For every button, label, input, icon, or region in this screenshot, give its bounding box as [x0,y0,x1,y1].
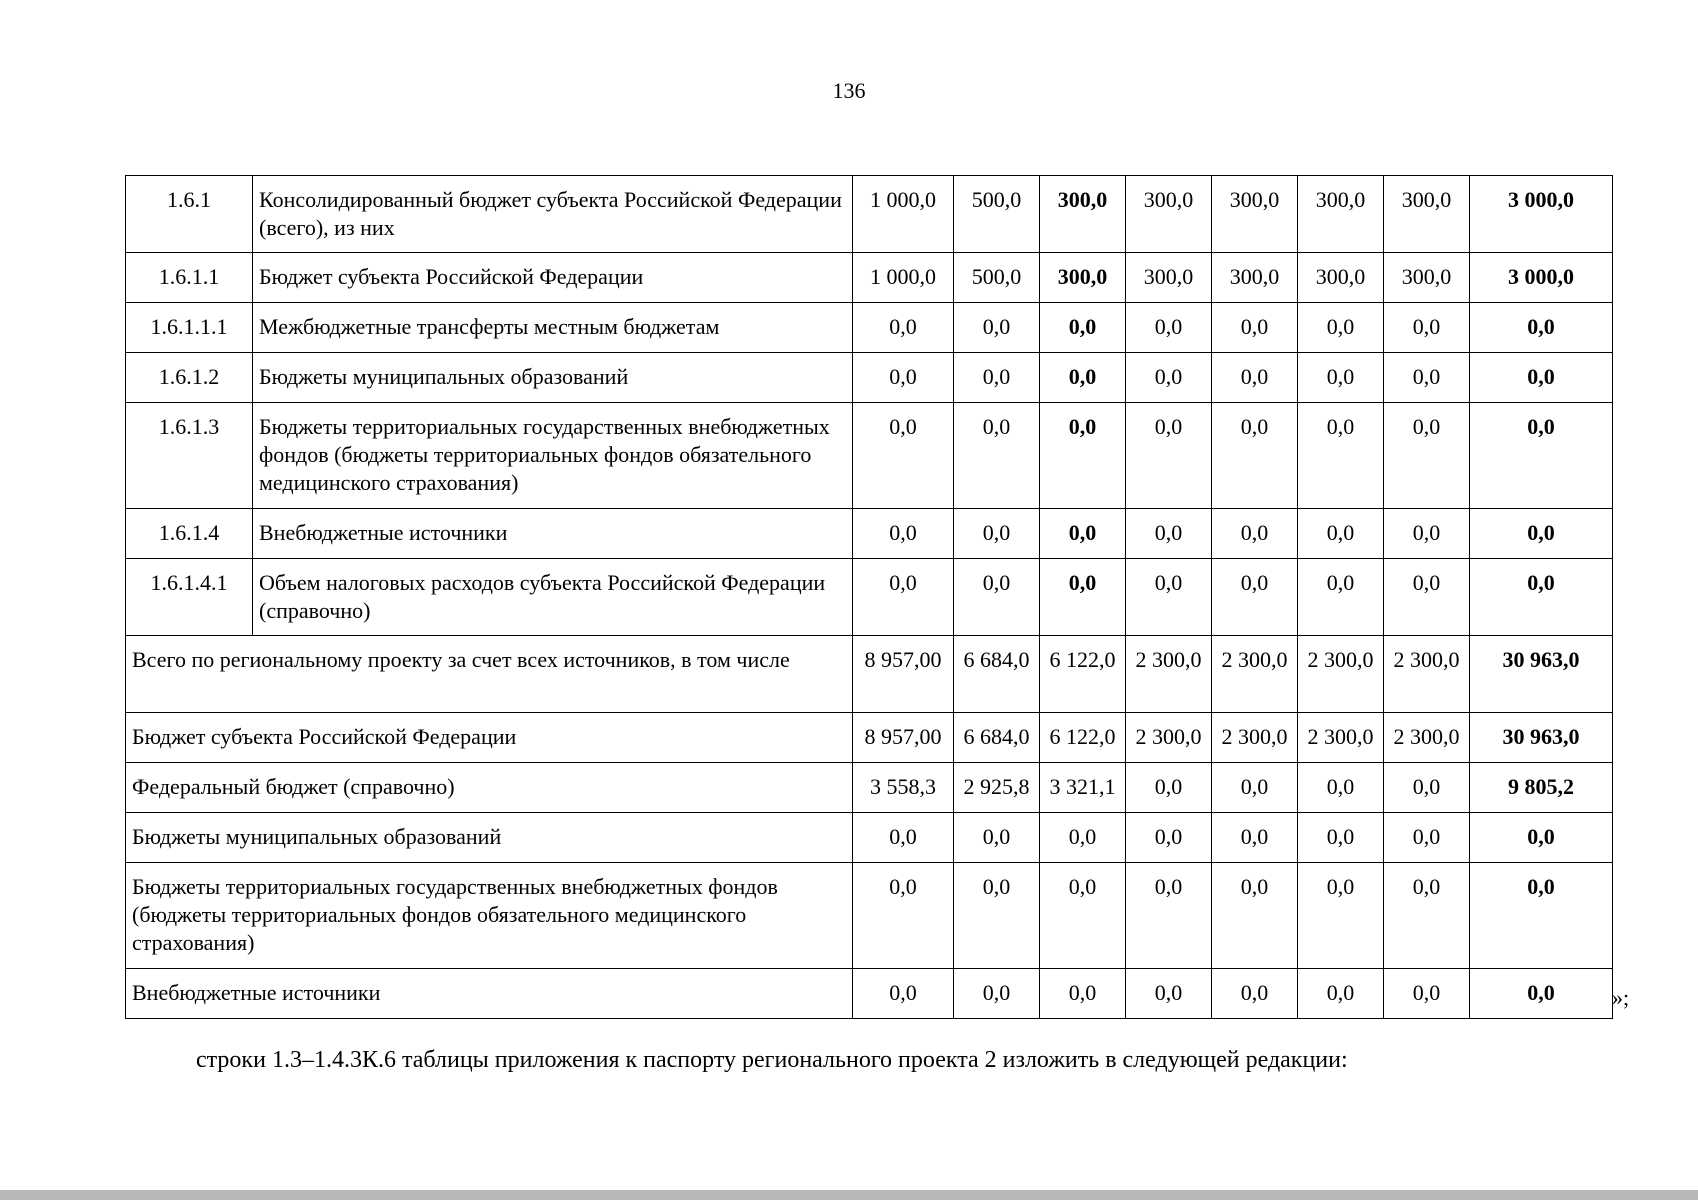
value-cell: 0,0 [853,353,954,403]
row-name: Всего по региональному проекту за счет всех источников, в том числе [126,636,853,713]
value-cell: 3 321,1 [1040,763,1126,813]
value-cell: 0,0 [853,403,954,509]
table-row [126,303,1613,353]
value-cell: 0,0 [1126,969,1212,1019]
table-row [126,253,1613,303]
value-cell: 0,0 [1212,353,1298,403]
row-name: Консолидированный бюджет субъекта Российской Федерации (всего), из них [253,176,853,253]
value-cell: 2 300,0 [1384,713,1470,763]
row-code: 1.6.1.3 [126,403,253,509]
value-cell: 2 300,0 [1212,713,1298,763]
value-cell: 0,0 [954,303,1040,353]
value-cell: 0,0 [954,969,1040,1019]
total-cell: 0,0 [1470,403,1613,509]
value-cell: 0,0 [1384,763,1470,813]
value-cell: 300,0 [1126,253,1212,303]
value-cell: 6 684,0 [954,713,1040,763]
row-name: Федеральный бюджет (справочно) [126,763,853,813]
table-row [126,559,1613,636]
value-cell: 0,0 [1040,509,1126,559]
total-cell: 0,0 [1470,813,1613,863]
value-cell: 0,0 [1126,403,1212,509]
value-cell: 0,0 [954,559,1040,636]
value-cell: 0,0 [954,509,1040,559]
value-cell: 0,0 [1384,509,1470,559]
row-name: Бюджеты муниципальных образований [253,353,853,403]
value-cell: 2 300,0 [1384,636,1470,713]
row-name: Внебюджетные источники [126,969,853,1019]
value-cell: 0,0 [853,303,954,353]
row-code: 1.6.1 [126,176,253,253]
value-cell: 0,0 [1126,509,1212,559]
value-cell: 0,0 [1298,403,1384,509]
value-cell: 0,0 [954,863,1040,969]
value-cell: 1 000,0 [853,253,954,303]
row-name: Бюджеты территориальных государственных внебюджетных фондов (бюджеты территориальных фондов обязательного медицинского страхования) [126,863,853,969]
row-name: Бюджет субъекта Российской Федерации [126,713,853,763]
table-row [126,763,1613,813]
value-cell: 0,0 [1298,509,1384,559]
value-cell: 0,0 [954,813,1040,863]
row-code: 1.6.1.2 [126,353,253,403]
value-cell: 8 957,00 [853,636,954,713]
value-cell: 0,0 [1040,813,1126,863]
value-cell: 2 300,0 [1212,636,1298,713]
value-cell: 0,0 [954,353,1040,403]
row-code: 1.6.1.1.1 [126,303,253,353]
value-cell: 0,0 [1384,863,1470,969]
value-cell: 6 122,0 [1040,713,1126,763]
value-cell: 300,0 [1040,176,1126,253]
value-cell: 1 000,0 [853,176,954,253]
row-name: Бюджеты территориальных государственных внебюджетных фондов (бюджеты территориальных фондов обязательного медицинского страхования) [253,403,853,509]
table-row [126,403,1613,509]
value-cell: 0,0 [1384,403,1470,509]
value-cell: 0,0 [1212,969,1298,1019]
table-row [126,509,1613,559]
table-row [126,863,1613,969]
value-cell: 0,0 [1126,763,1212,813]
value-cell: 500,0 [954,176,1040,253]
value-cell: 8 957,00 [853,713,954,763]
value-cell: 0,0 [1126,303,1212,353]
table-row [126,636,1613,713]
value-cell: 0,0 [1040,863,1126,969]
value-cell: 2 300,0 [1298,713,1384,763]
total-cell: 30 963,0 [1470,636,1613,713]
total-cell: 30 963,0 [1470,713,1613,763]
row-code: 1.6.1.1 [126,253,253,303]
row-code: 1.6.1.4.1 [126,559,253,636]
value-cell: 0,0 [1212,509,1298,559]
value-cell: 0,0 [1298,813,1384,863]
row-name: Объем налоговых расходов субъекта Российской Федерации (справочно) [253,559,853,636]
value-cell: 0,0 [1040,403,1126,509]
value-cell: 0,0 [853,559,954,636]
total-cell: 3 000,0 [1470,176,1613,253]
page-number: 136 [832,78,866,103]
row-name: Бюджеты муниципальных образований [126,813,853,863]
value-cell: 0,0 [1126,863,1212,969]
total-cell: 0,0 [1470,559,1613,636]
total-cell: 0,0 [1470,969,1613,1019]
table-body [126,176,1613,1019]
total-cell: 0,0 [1470,863,1613,969]
value-cell: 300,0 [1384,176,1470,253]
value-cell: 0,0 [1040,353,1126,403]
value-cell: 300,0 [1212,253,1298,303]
row-name: Бюджет субъекта Российской Федерации [253,253,853,303]
value-cell: 0,0 [1212,863,1298,969]
value-cell: 0,0 [1212,813,1298,863]
value-cell: 0,0 [853,509,954,559]
value-cell: 3 558,3 [853,763,954,813]
value-cell: 0,0 [1384,813,1470,863]
value-cell: 0,0 [1040,969,1126,1019]
row-code: 1.6.1.4 [126,509,253,559]
value-cell: 0,0 [1126,559,1212,636]
value-cell: 6 684,0 [954,636,1040,713]
total-cell: 3 000,0 [1470,253,1613,303]
page-bottom-edge [0,1190,1698,1200]
value-cell: 0,0 [853,813,954,863]
value-cell: 500,0 [954,253,1040,303]
value-cell: 0,0 [1298,969,1384,1019]
value-cell: 0,0 [1212,763,1298,813]
closing-quote: »; [1612,985,1630,1010]
value-cell: 0,0 [1126,813,1212,863]
value-cell: 300,0 [1298,176,1384,253]
value-cell: 0,0 [853,863,954,969]
value-cell: 300,0 [1384,253,1470,303]
value-cell: 0,0 [1298,353,1384,403]
row-name: Межбюджетные трансферты местным бюджетам [253,303,853,353]
value-cell: 0,0 [1298,303,1384,353]
value-cell: 0,0 [1384,969,1470,1019]
value-cell: 2 300,0 [1126,713,1212,763]
value-cell: 0,0 [1212,403,1298,509]
table-row [126,713,1613,763]
value-cell: 0,0 [1298,863,1384,969]
table-row [126,969,1613,1019]
instruction-text: строки 1.3–1.4.3К.6 таблицы приложения к паспорту регионального проекта 2 изложить в следующей редакции: [196,1047,1348,1073]
total-cell: 0,0 [1470,509,1613,559]
value-cell: 0,0 [1298,763,1384,813]
value-cell: 0,0 [853,969,954,1019]
value-cell: 0,0 [1298,559,1384,636]
table-row [126,353,1613,403]
total-cell: 0,0 [1470,303,1613,353]
value-cell: 300,0 [1040,253,1126,303]
value-cell: 0,0 [1384,303,1470,353]
value-cell: 0,0 [1040,559,1126,636]
value-cell: 300,0 [1298,253,1384,303]
row-name: Внебюджетные источники [253,509,853,559]
value-cell: 0,0 [1384,559,1470,636]
value-cell: 300,0 [1126,176,1212,253]
value-cell: 0,0 [954,403,1040,509]
total-cell: 9 805,2 [1470,763,1613,813]
value-cell: 6 122,0 [1040,636,1126,713]
table-row [126,176,1613,253]
value-cell: 2 300,0 [1126,636,1212,713]
value-cell: 0,0 [1040,303,1126,353]
table-row [126,813,1613,863]
value-cell: 0,0 [1384,353,1470,403]
value-cell: 2 300,0 [1298,636,1384,713]
total-cell: 0,0 [1470,353,1613,403]
value-cell: 0,0 [1212,303,1298,353]
value-cell: 300,0 [1212,176,1298,253]
value-cell: 0,0 [1126,353,1212,403]
value-cell: 2 925,8 [954,763,1040,813]
budget-table [125,175,1613,1019]
value-cell: 0,0 [1212,559,1298,636]
